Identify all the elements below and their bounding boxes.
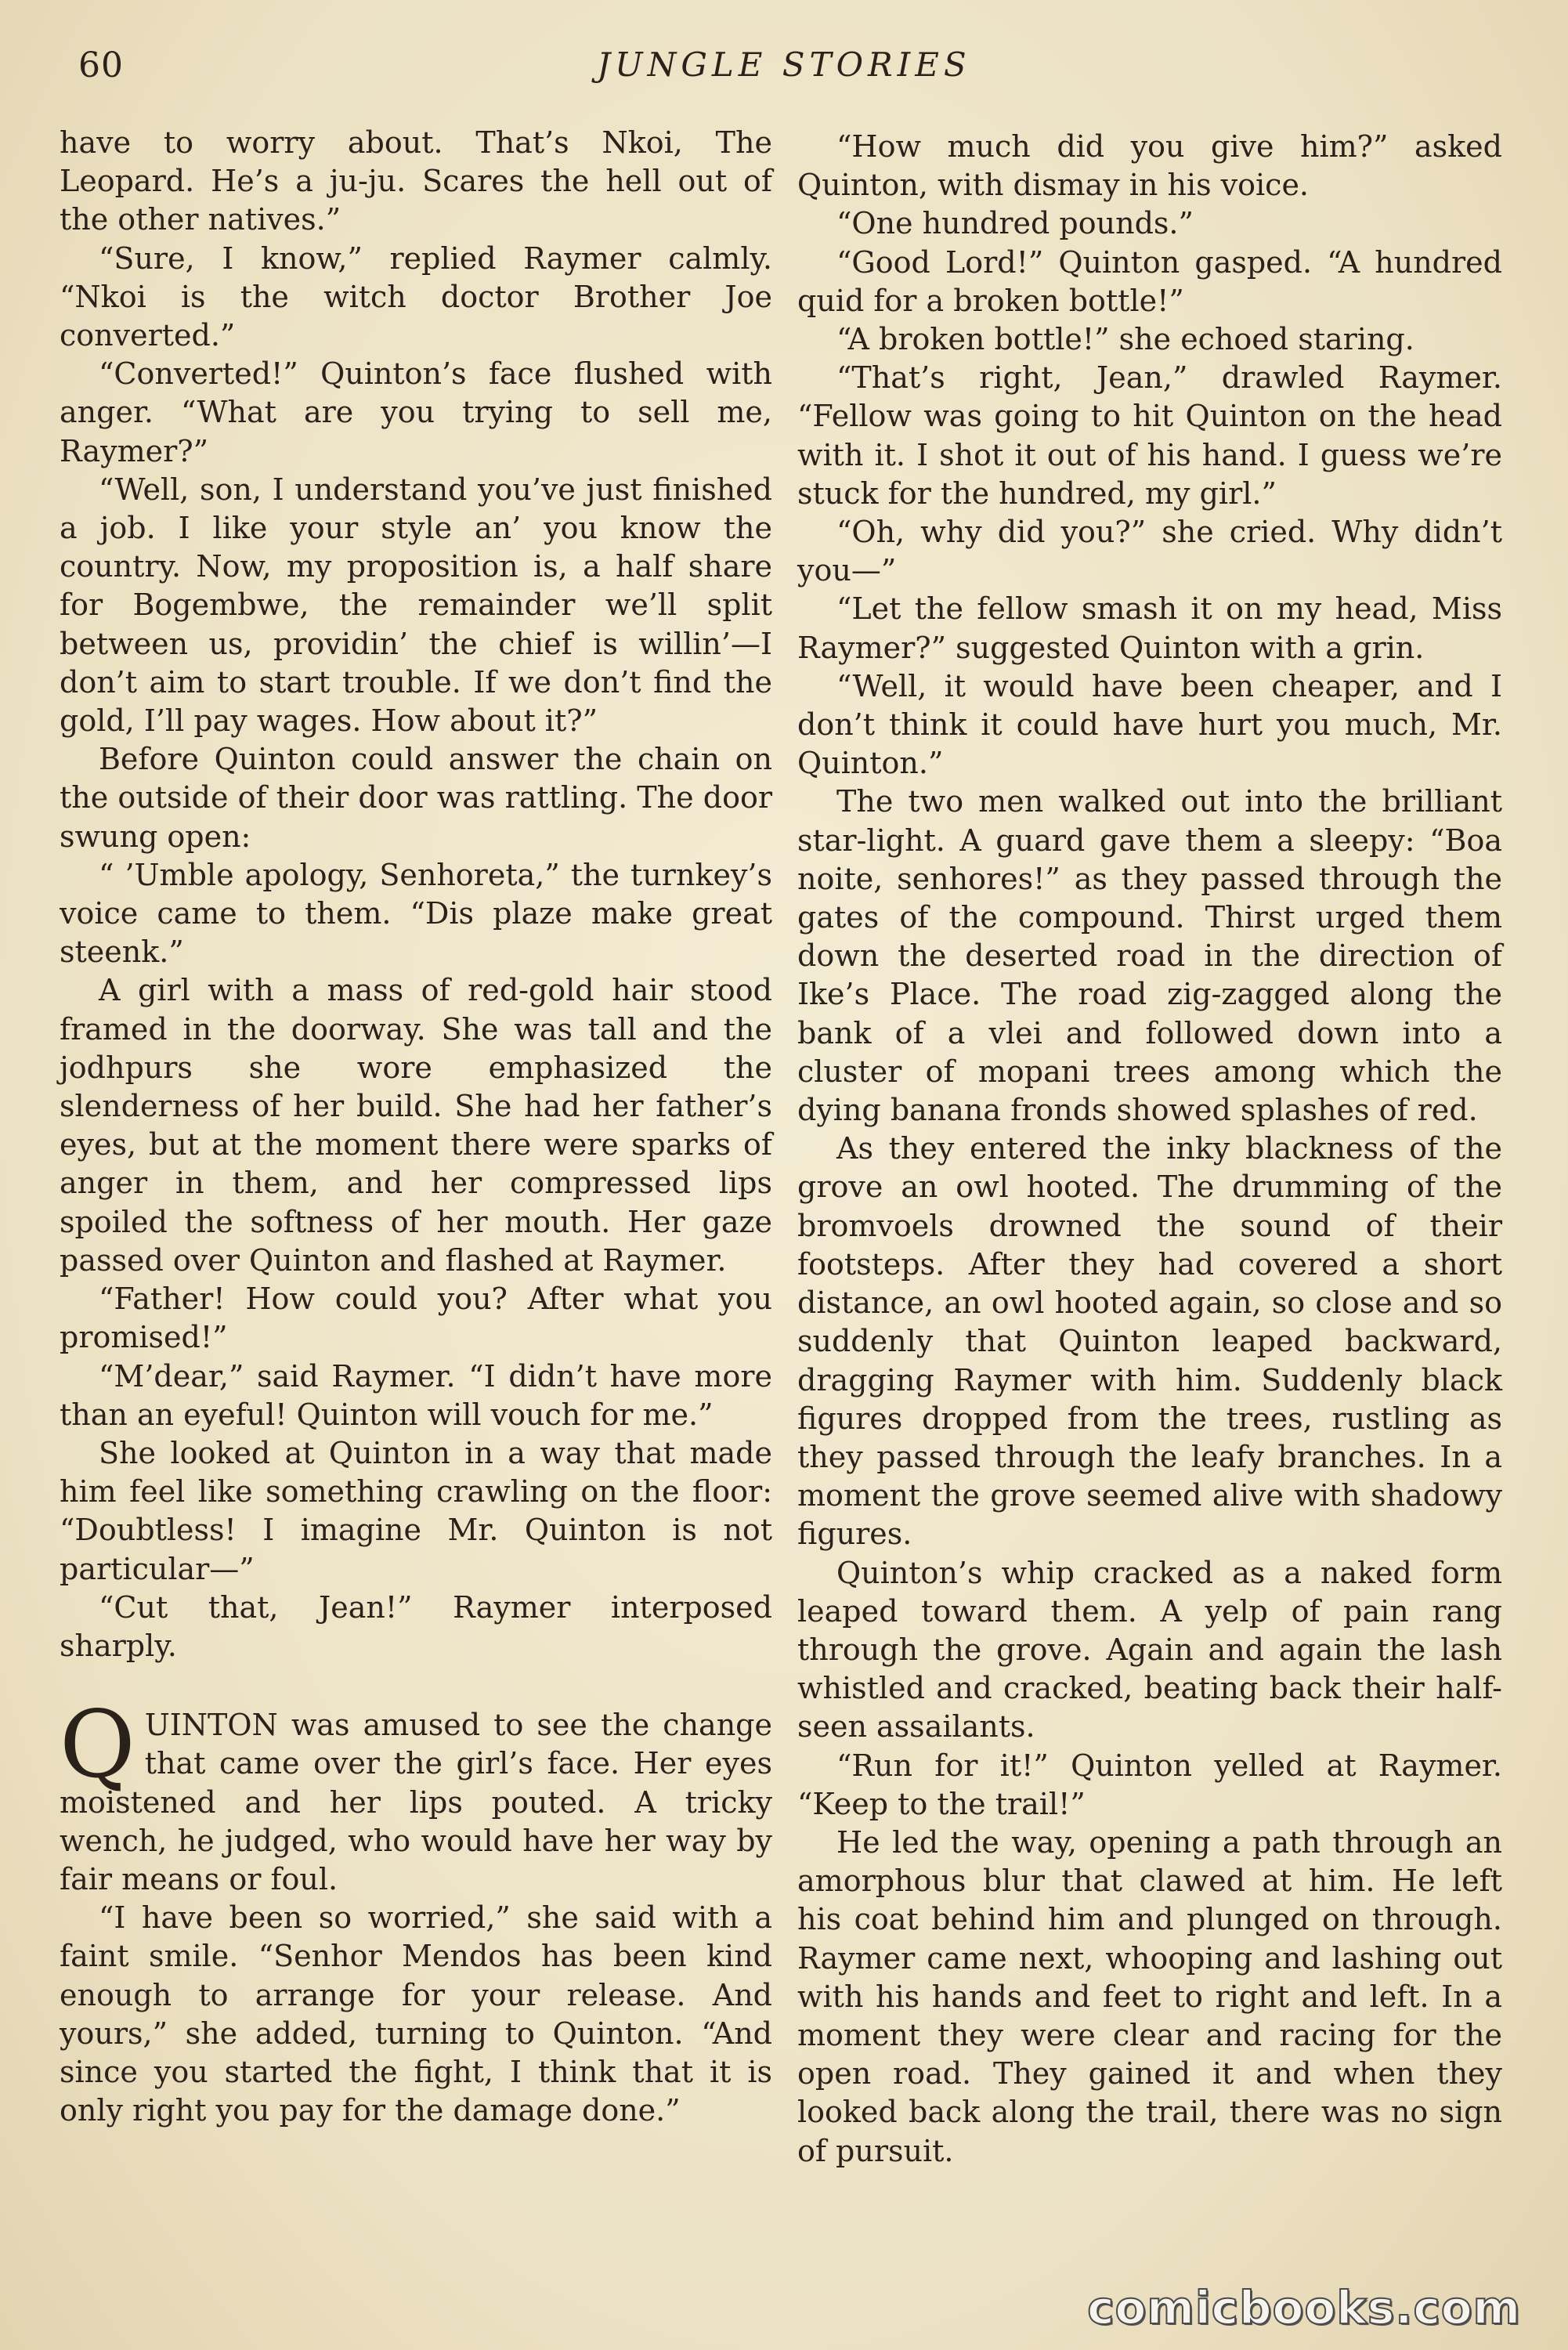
paragraph: As they entered the inky blackness of the grove an owl hooted. The drumming of the bromvoels drowned the sound of their footsteps. After they had covered a short distance, an owl hooted again, so close and so suddenly that Quinton leaped backward, dragging Raymer with him. Suddenly black figures dropped from the trees, rustling as they passed through the leafy branches. In a moment the grove seemed alive with shadowy figures.	[797, 1131, 1502, 1552]
paragraph: “Well, son, I understand you’ve just finished a job. I like your style an’ you know the country. Now, my proposition is, a half share for Bogembwe, the remainder we’ll split between us, providin’ the chief is willin’—I don’t aim to start trouble. If we don’t find the gold, I’ll pay wages. How about it?”	[60, 472, 772, 739]
watermark: comicbooks.com	[1087, 2281, 1521, 2334]
paragraph: He led the way, opening a path through an amorphous blur that clawed at him. He left his coat behind him and plunged on through. Raymer came next, whooping and lashing out with his hands and feet to right and left. In a moment they were clear and racing for the open road. They gained it and when they looked back along the trail, there was no sign of pursuit.	[797, 1824, 1502, 2168]
paragraph: “Run for it!” Quinton yelled at Raymer. “Keep to the trail!”	[797, 1748, 1502, 1821]
paragraph: “How much did you give him?” asked Quinton, with dismay in his voice.	[797, 129, 1502, 203]
page-header	[0, 45, 1568, 100]
paragraph: “Converted!” Quinton’s face flushed with anger. “What are you trying to sell me, Raymer?”	[60, 356, 772, 468]
dropcap-text: UINTON was amused to see the change that came over the girl’s face. Her eyes moistened and her lips pouted. A tricky wench, he judged, who would have her way by fair means or foul.	[60, 1708, 772, 1896]
paragraph: “That’s right, Jean,” drawled Raymer. “Fellow was going to hit Quinton on the head with it. I shot it out of his hand. I guess we’re stuck for the hundred, my girl.”	[797, 360, 1502, 511]
paragraph: “One hundred pounds.”	[836, 206, 1194, 241]
paragraph: “M’dear,” said Raymer. “I didn’t have more than an eyeful! Quinton will vouch for me.”	[60, 1358, 772, 1432]
left-column	[60, 124, 772, 2130]
paragraph: “Oh, why did you?” she cried. Why didn’t you—”	[797, 515, 1502, 588]
dropcap-paragraph	[60, 1690, 772, 1899]
paragraph: The two men walked out into the brilliant star-light. A guard gave them a sleepy: “Boa noite, senhores!” as they passed through the gates of the compound. Thirst urged them down the deserted road in the direction of Ike’s Place. The road zig-zagged along the bank of a vlei and followed down into a cluster of mopani trees among which the dying banana fronds showed splashes of red.	[797, 784, 1502, 1128]
paragraph: “Let the fellow smash it on my head, Miss Raymer?” suggested Quinton with a grin.	[797, 591, 1502, 665]
paragraph: Before Quinton could answer the chain on the outside of their door was rattling. The door swung open:	[60, 742, 772, 854]
paragraph: “Good Lord!” Quinton gasped. “A hundred quid for a broken bottle!”	[797, 244, 1502, 318]
paragraph: “Cut that, Jean!” Raymer interposed sharply.	[60, 1589, 772, 1663]
page-number: 60	[78, 45, 124, 85]
running-title: JUNGLE STORIES	[597, 45, 971, 84]
paragraph: “ ’Umble apology, Senhoreta,” the turnkey’s voice came to them. “Dis plaze make great steenk.”	[60, 857, 772, 970]
paragraph: have to worry about. That’s Nkoi, The Leopard. He’s a ju-ju. Scares the hell out of the other natives.”	[60, 125, 772, 237]
paragraph: “Well, it would have been cheaper, and I don’t think it could have hurt you much, Mr. Quinton.”	[797, 668, 1502, 781]
paragraph: Quinton’s whip cracked as a naked form leaped toward them. A yelp of pain rang through the grove. Again and again the lash whistled and cracked, beating back their half-seen assailants.	[797, 1555, 1502, 1744]
paragraph: “A broken bottle!” she echoed staring.	[836, 322, 1414, 357]
drop-cap-letter: Q	[60, 1690, 135, 1799]
paragraph: “Sure, I know,” replied Raymer calmly. “Nkoi is the witch doctor Brother Joe converted.”	[60, 240, 772, 353]
paragraph: “Father! How could you? After what you promised!”	[60, 1282, 772, 1355]
paragraph: A girl with a mass of red-gold hair stood framed in the doorway. She was tall and the jodhpurs she wore emphasized the slenderness of her build. She had her father’s eyes, but at the moment there were sparks of anger in them, and her compressed lips spoiled the softness of her mouth. Her gaze passed over Quinton and flashed at Raymer.	[60, 973, 772, 1278]
paragraph: “I have been so worried,” she said with a faint smile. “Senhor Mendos has been kind enough to arrange for your release. And yours,” she added, turning to Quinton. “And since you started the fight, I think that it is only right you pay for the damage done.”	[60, 1900, 772, 2128]
paragraph: She looked at Quinton in a way that made him feel like something crawling on the floor: “Doubtless! I imagine Mr. Quinton is not particular—”	[60, 1435, 772, 1586]
right-column	[797, 128, 1502, 2171]
